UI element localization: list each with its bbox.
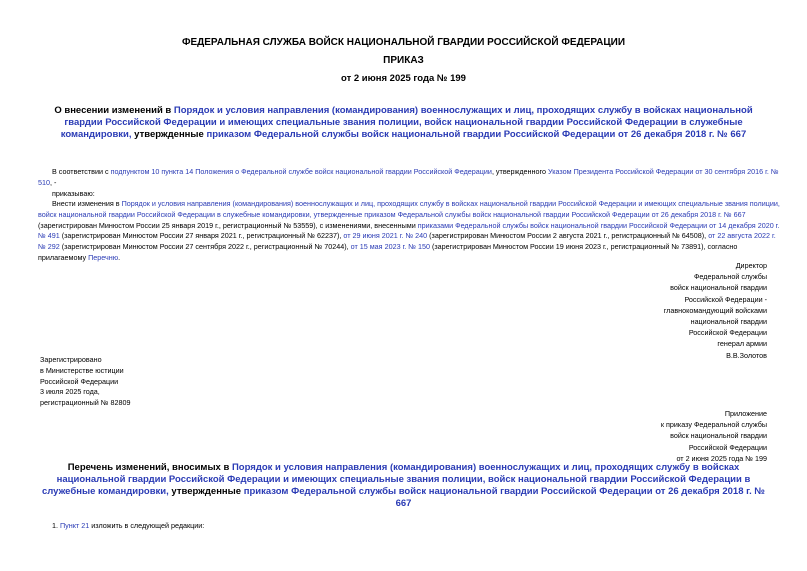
list-title-prefix: Перечень изменений, вносимых в [67,462,232,473]
main-text: (зарегистрирован Минюстом России 2 августа 2021 г., регистрационный № 64508), [427,231,709,241]
registration-line: Зарегистрировано [40,355,102,364]
registration-number: регистрационный № 82809 [40,398,131,408]
appendix-line: Российской Федерации [688,442,767,452]
amending-order-link-2021[interactable]: от 29 июня 2021 г. № 240 [343,231,428,241]
list-title-middle: утвержденные [168,486,244,497]
list-title-procedure-link[interactable]: Порядок и условия направления (командирования) военнослужащих и лиц, проходящих службу в войсках национальной гвардии Российской Федерации и имеющих специальные звания полиции, войск национальной гвардии Российской Федерации в служебные командировки, [41,462,751,497]
amending-order-link-2022[interactable]: от 22 августа 2022 г. № 292 [38,231,776,252]
registration-line: в Министерстве юстиции [40,365,124,375]
preamble-text: , утвержденного [491,167,548,176]
item-text: изложить в следующей редакции: [89,521,205,530]
document-title [40,105,767,141]
appendix-line: Приложение [724,409,767,418]
title-procedure-link[interactable]: Порядок и условия направления (командирования) военнослужащих и лиц, проходящих службу в войсках национальной гвардии Российской Федерации и имеющих специальные звания полиции, войск национальной гвардии Российской Федерации в служебные командировки, [60,105,753,140]
order-word: приказываю: [52,189,95,198]
appendix-line: к приказу Федеральной службы [660,420,767,430]
title-middle: утвержденные [131,129,207,140]
regulation-link[interactable]: подпунктом 10 пункта 14 Положения о Федеральной службе войск национальной гвардии Российской Федерации [110,167,492,176]
appendix-line: от 2 июня 2025 года № 199 [676,453,767,463]
signatory-name: В.В.Золотов [726,350,767,360]
clause-21-link[interactable]: Пункт 21 [60,521,90,530]
signature-line: генерал армии [717,339,767,349]
list-title [40,462,767,510]
document-type: ПРИКАЗ [383,55,424,66]
main-text: . [118,252,121,262]
appendix-block [661,408,767,464]
list-item [52,521,204,530]
signature-line: Российской Федерации [688,328,767,338]
item-number: 1. [52,521,60,530]
main-text: (зарегистрирован Минюстом России 19 июня 2023 г., регистрационный № 73891), согласно прилагаемому [38,242,738,262]
amending-order-link-2023[interactable]: от 15 мая 2023 г. № 150 [350,242,430,252]
agency-header: ФЕДЕРАЛЬНАЯ СЛУЖБА ВОЙСК НАЦИОНАЛЬНОЙ ГВАРДИИ РОССИЙСКОЙ ФЕДЕРАЦИИ [181,37,626,48]
list-link[interactable]: Перечню [88,252,119,262]
order-date-number: от 2 июня 2025 года № 199 [341,73,466,84]
registration-line: Российской Федерации [40,376,119,386]
registration-line: 3 июля 2025 года, [40,387,100,397]
preamble-text: , - [50,177,57,187]
amending-order-link-2020[interactable]: приказами Федеральной службы войск национальной гвардии Российской Федерации от 14 декабря 2020 г. № 491 [38,220,780,241]
signature-line: Директор [735,261,767,270]
signature-line: Федеральной службы [693,272,767,282]
signature-line: Российской Федерации - [684,294,767,304]
main-text: (зарегистрирован Минюстом России 27 января 2021 г., регистрационный № 62237), [59,231,344,241]
preamble-paragraph [38,167,780,189]
signature-line: войск национальной гвардии [670,283,767,293]
signature-line: главнокомандующий войсками [663,305,767,315]
main-paragraph [38,199,780,264]
main-text: (зарегистрирован Минюстом России 25 января 2019 г., регистрационный № 53559), с изменениями, внесенными [38,220,418,230]
title-prefix: О внесении изменений в [54,105,174,116]
presidential-decree-link[interactable]: Указом Президента Российской Федерации от 30 сентября 2016 г. № 510 [38,167,779,187]
preamble-text: В соответствии с [52,167,111,176]
appendix-line: войск национальной гвардии [670,431,767,441]
registration-block [40,355,130,409]
main-text: Внести изменения в [52,199,122,208]
signature-line: национальной гвардии [690,317,767,327]
title-order-link[interactable]: приказом Федеральной службы войск национальной гвардии Российской Федерации от 26 декабря 2018 г. № 667 [206,129,747,140]
main-text: (зарегистрирован Минюстом России 27 сентября 2022 г., регистрационный № 70244), [59,242,351,252]
signature-block [664,260,767,361]
list-title-order-link[interactable]: приказом Федеральной службы войск национальной гвардии Российской Федерации от 26 декабря 2018 г. № 667 [243,486,766,509]
procedure-link[interactable]: Порядок и условия направления (командирования) военнослужащих и лиц, проходящих службу в войсках национальной гвардии Российской Федерации и имеющих специальные звания полиции, войск национальной гвардии Российской Федерации в служебные командировки, утвержденные приказом Федеральной службы войск национальной гвардии Российской Федерации от 26 декабря 2018 г. № 667 [38,199,780,219]
